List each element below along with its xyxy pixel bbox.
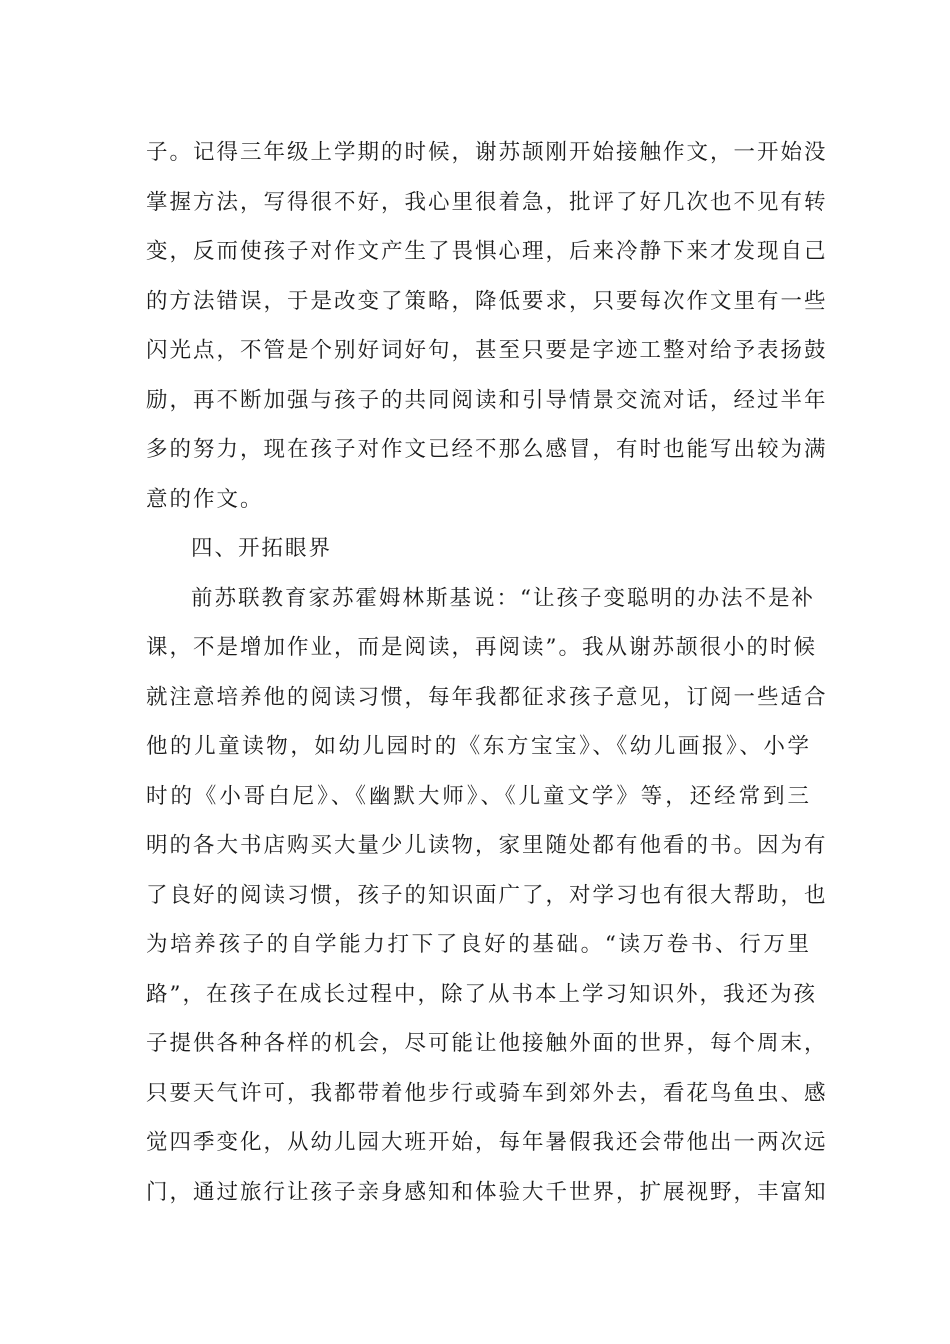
text-line: 了良好的阅读习惯，孩子的知识面广了，对学习也有很大帮助，也 <box>146 882 828 908</box>
text-line: 变，反而使孩子对作文产生了畏惧心理，后来冷静下来才发现自己 <box>146 239 828 264</box>
text-line: 为培养孩子的自学能力打下了良好的基础。“读万卷书、行万里 <box>146 932 811 957</box>
text-line: 他的儿童读物，如幼儿园时的《东方宝宝》、《幼儿画报》、小学 <box>146 734 811 759</box>
text-line: 课，不是增加作业，而是阅读，再阅读”。我从谢苏颉很小的时候 <box>146 635 817 660</box>
text-line: 意的作文。 <box>146 486 264 512</box>
text-line: 子。记得三年级上学期的时候，谢苏颉刚开始接触作文，一开始没 <box>146 140 828 165</box>
text-line: 多的努力，现在孩子对作文已经不那么感冒，有时也能写出较为满 <box>146 437 828 462</box>
text-line: 明的各大书店购买大量少儿读物，家里随处都有他看的书。因为有 <box>146 833 828 858</box>
text-line: 励，再不断加强与孩子的共同阅读和引导情景交流对话，经过半年 <box>146 387 828 413</box>
text-line: 掌握方法，写得很不好，我心里很着急，批评了好几次也不见有转 <box>146 189 828 215</box>
text-line: 前苏联教育家苏霍姆林斯基说：“让孩子变聪明的办法不是补 <box>191 585 815 611</box>
section-heading: 四、开拓眼界 <box>191 536 333 561</box>
text-line: 子提供各种各样的机会，尽可能让他接触外面的世界，每个周末， <box>146 1031 828 1056</box>
text-line: 时的《小哥白尼》、《幽默大师》、《儿童文学》等，还经常到三 <box>146 783 811 809</box>
text-line: 的方法错误，于是改变了策略，降低要求，只要每次作文里有一些 <box>146 288 828 314</box>
text-line: 只要天气许可，我都带着他步行或骑车到郊外去，看花鸟鱼虫、感 <box>146 1080 828 1106</box>
text-line: 门，通过旅行让孩子亲身感知和体验大千世界，扩展视野，丰富知 <box>146 1179 828 1205</box>
paragraph-writing <box>146 128 828 524</box>
text-line: 觉四季变化，从幼儿园大班开始，每年暑假我还会带他出一两次远 <box>146 1130 828 1155</box>
document-body <box>146 128 828 1217</box>
text-line: 闪光点，不管是个别好词好句，甚至只要是字迹工整对给予表扬鼓 <box>146 338 828 363</box>
text-line: 路”，在孩子在成长过程中，除了从书本上学习知识外，我还为孩 <box>146 981 817 1007</box>
paragraph-reading <box>146 574 828 1218</box>
text-line: 就注意培养他的阅读习惯，每年我都征求孩子意见，订阅一些适合 <box>146 684 828 710</box>
